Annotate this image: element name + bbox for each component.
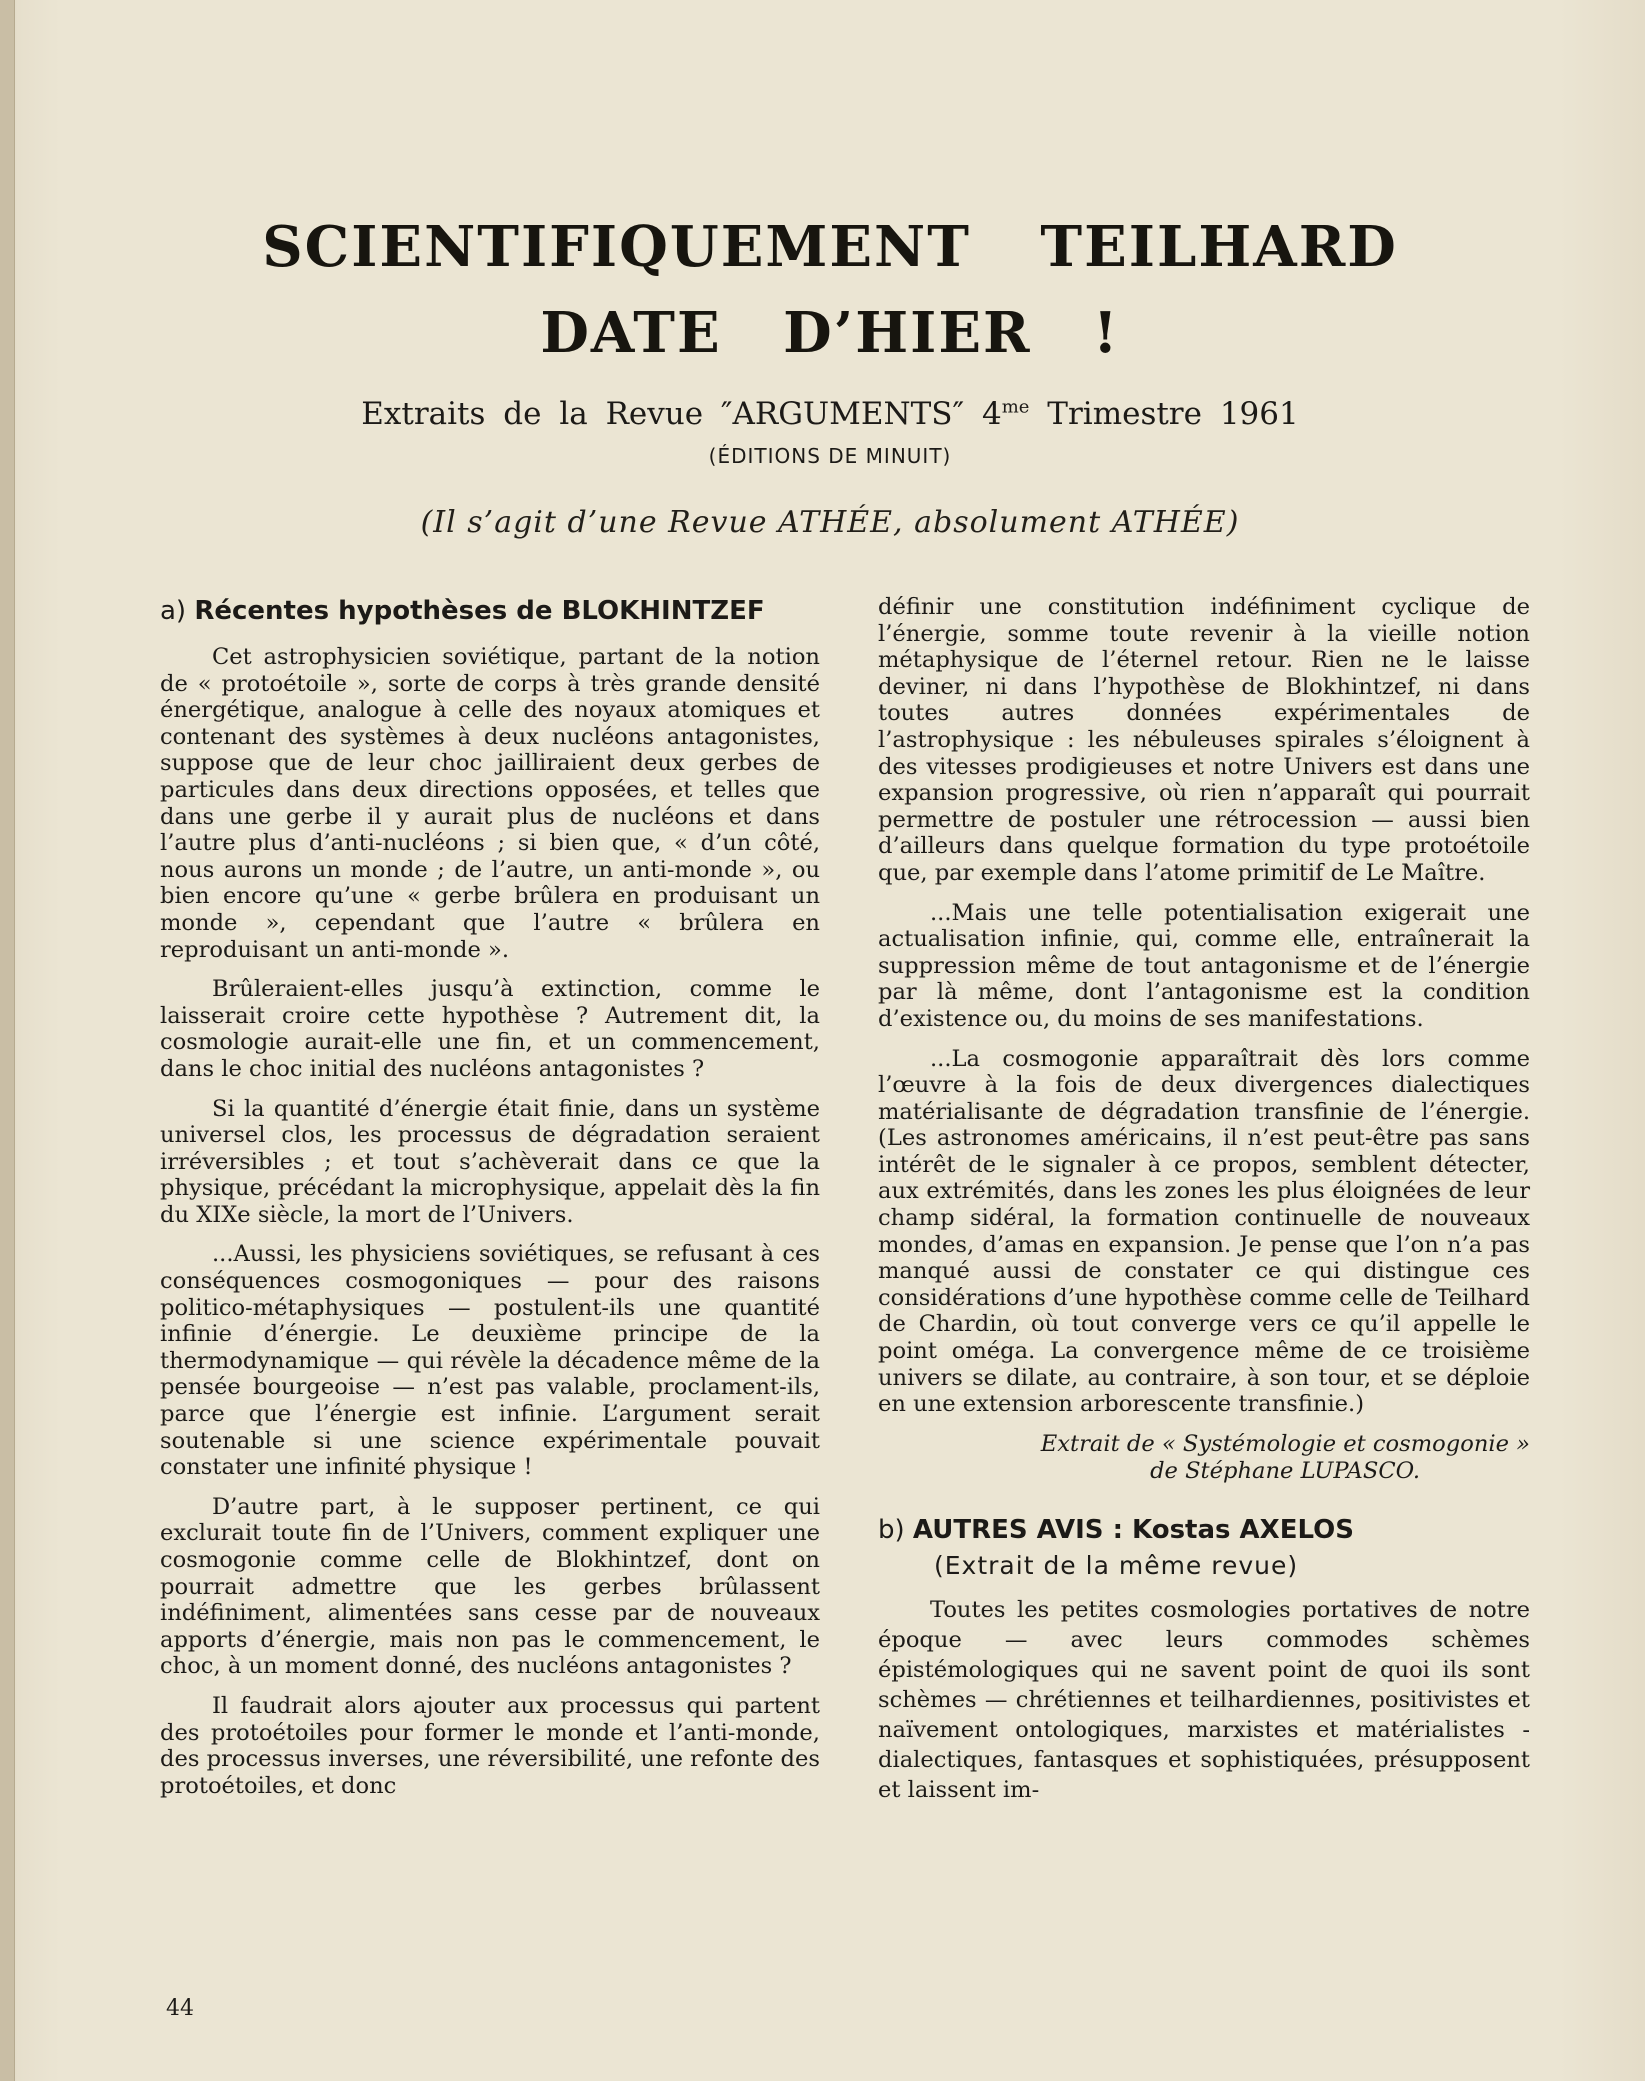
section-a-title: Récentes hypothèses de BLOKHINTZEF: [194, 596, 765, 626]
section-b-title: AUTRES AVIS : Kostas AXELOS: [912, 1514, 1354, 1545]
body-paragraph: D’autre part, à le supposer pertinent, ce qui exclurait toute fin de l’Univers, comment expliquer une cosmogonie comme celle de Blokhintzef, dont on pourrait admettre que les gerbes brûlassent indéfiniment, alimentées sans cesse par de nouveaux apports d’énergie, mais non pas le commencement, le choc, à un moment donné, des nucléons antagonistes ?: [160, 1493, 820, 1680]
body-paragraph: ...La cosmogonie apparaîtrait dès lors comme l’œuvre à la fois de deux divergences dialectiques matérialisante de dégradation transfinie de l’énergie. (Les astronomes américains, il n’est peut-être pas sans intérêt de le signaler à ce propos, semblent détecter, aux extrémités, dans les zones les plus éloignées de leur champ sidéral, la formation continuelle de nouveaux mondes, d’amas en expansion. Je pense que l’on n’a pas manqué aussi de constater ce qui distingue ces considérations d’une hypothèse comme celle de Teilhard de Chardin, où tout converge vers ce qu’il appelle le point oméga. La convergence même de ce troisième univers se dilate, au contraire, à son tour, et se déploie en une extension arborescente transfinie.): [878, 1045, 1530, 1418]
section-b-label: b): [878, 1514, 905, 1545]
subtitle-superscript: me: [1001, 396, 1030, 418]
section-a-heading: [160, 594, 820, 628]
body-paragraph-continued: définir une constitution indéfiniment cyclique de l’énergie, somme toute revenir à la vieille notion métaphysique de l’éternel retour. Rien ne le laisse deviner, ni dans l’hypothèse de Blokhintzef, ni dans toutes autres données expérimentales de l’astrophysique : les nébuleuses spirales s’éloignent à des vitesses prodigieuses et notre Univers est dans une expansion progressive, où rien n’apparaît qui pourrait permettre de postuler une rétrocession — aussi bien d’ailleurs dans quelque formation du type protoétoile que, par exemple dans l’atome primitif de Le Maître.: [878, 594, 1530, 886]
credit-line-2: de Stéphane LUPASCO.: [1150, 1457, 1420, 1484]
right-column: [878, 594, 1530, 1818]
credit-line-1: Extrait de « Systémologie et cosmogonie »: [1040, 1430, 1530, 1457]
body-paragraph: ...Aussi, les physiciens soviétiques, se refusant à ces conséquences cosmogoniques — pour des raisons politico-métaphysiques — postulent-ils une quantité infinie d’énergie. Le deuxième principe de la thermodynamique — qui révèle la décadence même de la pensée bourgeoise — n’est pas valable, proclament-ils, parce que l’énergie est infinie. L’argument serait soutenable si une science expérimentale pouvait constater une infinité physique !: [160, 1241, 820, 1481]
body-paragraph: Si la quantité d’énergie était finie, dans un système universel clos, les processus de dégradation seraient irréversibles ; et tout s’achèverait dans ce que la physique, précédant la microphysique, appelait dès la fin du XIXe siècle, la mort de l’Univers.: [160, 1095, 820, 1228]
handwritten-note: (Il s’agit d’une Revue ATHÉE, absolument ATHÉE): [420, 505, 1240, 540]
body-paragraph: Toutes les petites cosmologies portatives de notre époque — avec leurs commodes schèmes épistémologiques qui ne savent point de quoi ils sont schèmes — chrétiennes et teilhardiennes, positivistes et naïvement ontologiques, marxistes et matérialistes - dialectiques, fantasques et sophistiquées, présupposent et laissent im-: [878, 1596, 1530, 1803]
subtitle-text-after: Trimestre 1961: [1029, 396, 1299, 432]
body-paragraph: Brûleraient-elles jusqu’à extinction, comme le laisserait croire cette hypothèse ? Autrement dit, la cosmologie aurait-elle une fin, et un commencement, dans le choc initial des nucléons antagonistes ?: [160, 976, 820, 1082]
article-title-line-2: DATE D’HIER !: [540, 300, 1120, 366]
article-title-line-1: SCIENTIFIQUEMENT TEILHARD: [262, 214, 1398, 280]
left-column: [160, 594, 820, 1812]
subtitle-text-before: Extraits de la Revue ″ARGUMENTS″ 4: [361, 396, 1002, 432]
section-a-label: a): [160, 596, 187, 626]
article-subtitle: [180, 396, 1480, 432]
section-b-subheading: (Extrait de la même revue): [934, 1550, 1299, 1580]
page-binding-edge: [0, 0, 15, 2081]
section-b-heading: [878, 1513, 1530, 1547]
body-paragraph: Il faudrait alors ajouter aux processus qui partent des protoétoiles pour former le monde et l’anti-monde, des processus inverses, une réversibilité, une refonte des protoétoiles, et donc: [160, 1692, 820, 1799]
body-paragraph: ...Mais une telle potentialisation exigerait une actualisation infinie, qui, comme elle, entraînerait la suppression même de tout antagonisme et de l’énergie par là même, dont l’antagonisme est la condition d’existence ou, du moins de ses manifestations.: [878, 899, 1530, 1032]
extract-credit: [878, 1431, 1530, 1485]
page-number: 44: [166, 1996, 194, 2021]
publisher-line: (ÉDITIONS DE MINUIT): [708, 444, 952, 468]
body-paragraph: Cet astrophysicien soviétique, partant de la notion de « protoétoile », sorte de corps à très grande densité énergétique, analogue à celle des noyaux atomiques et contenant des systèmes à deux nucléons antagonistes, suppose que de leur choc jailliraient deux gerbes de particules dans deux directions opposées, et telles que dans une gerbe il y aurait plus de nucléons et dans l’autre plus d’anti-nucléons ; si bien que, « d’un côté, nous aurons un monde ; de l’autre, un anti-monde », ou bien encore qu’une « gerbe brûlera en produisant un monde », cependant que l’autre « brûlera en reproduisant un anti-monde ».: [160, 644, 820, 963]
